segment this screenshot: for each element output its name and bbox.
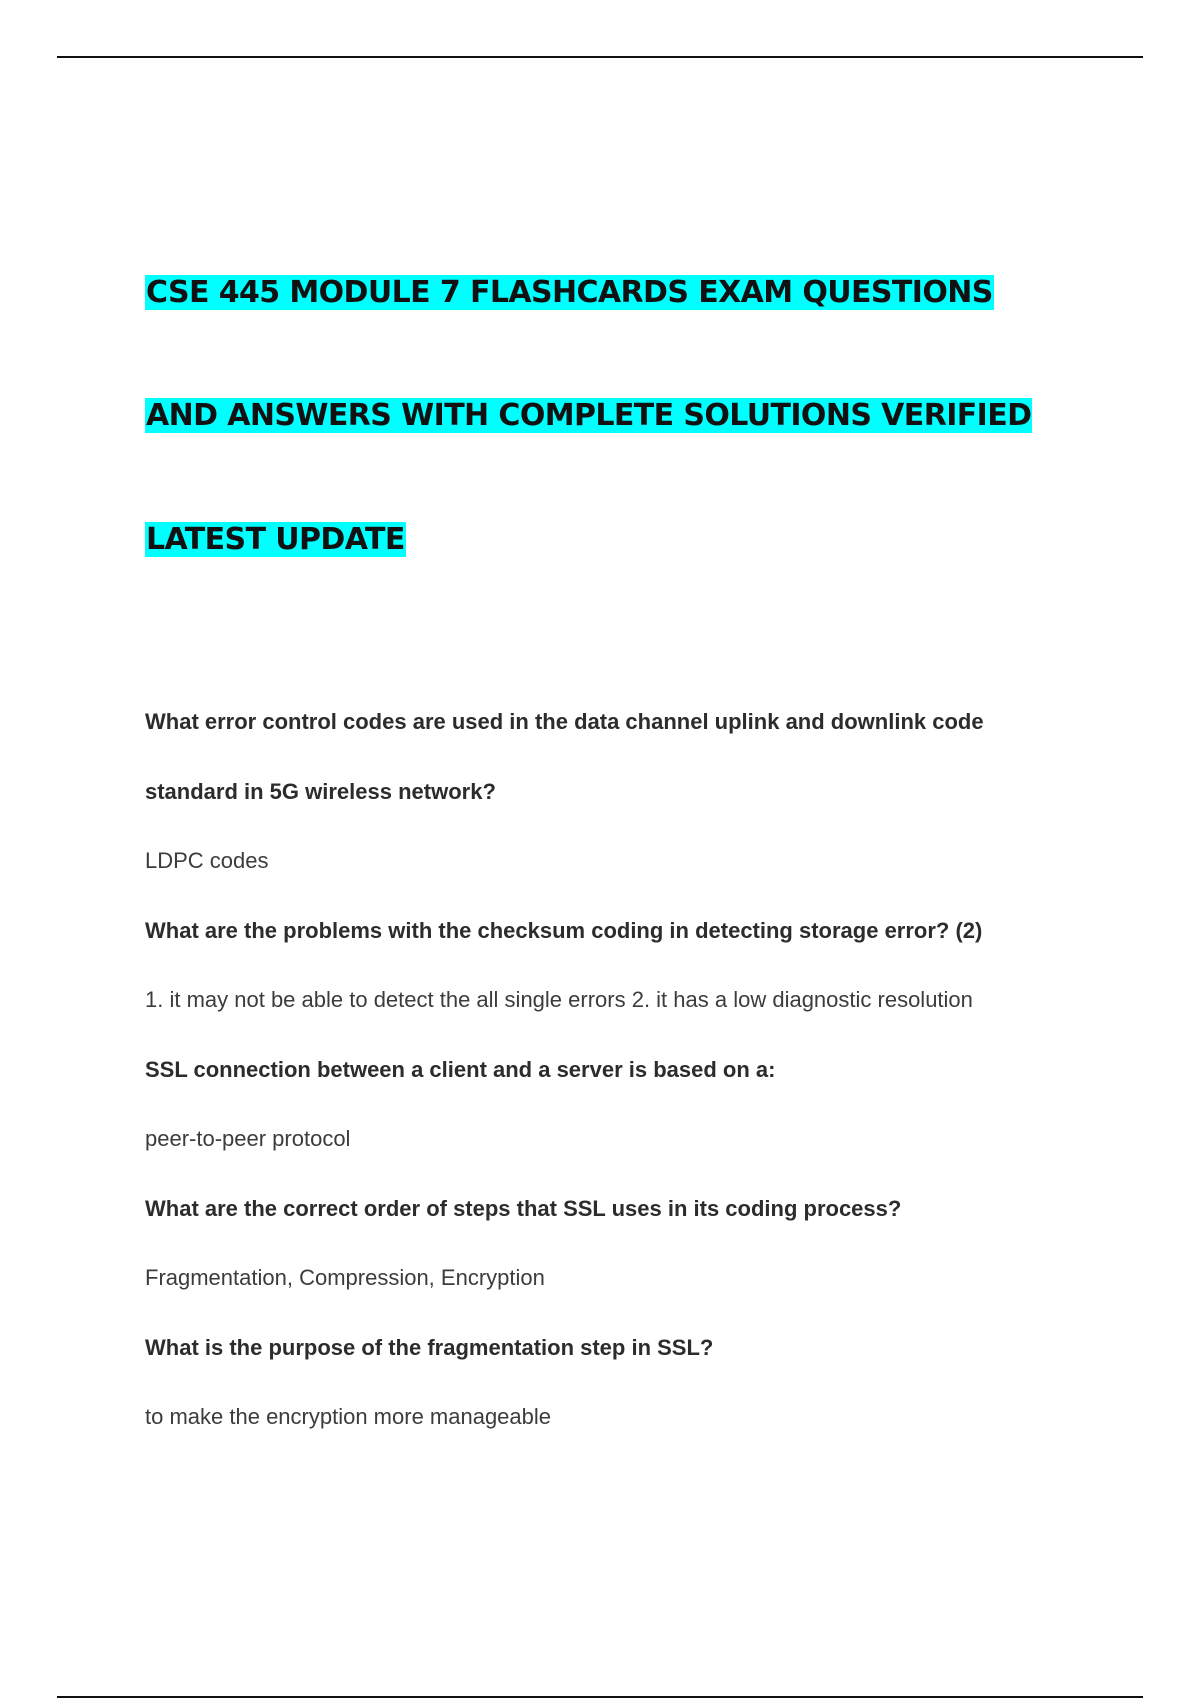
question-1-line-1: What error control codes are used in the data channel uplink and downlink code: [145, 709, 984, 734]
footer-rule: [57, 1696, 1143, 1698]
question-3: SSL connection between a client and a server is based on a:: [145, 1057, 776, 1082]
question-2: What are the problems with the checksum coding in detecting storage error? (2): [145, 918, 983, 943]
document-title-line-1: CSE 445 MODULE 7 FLASHCARDS EXAM QUESTIONS: [146, 275, 993, 310]
answer-5: to make the encryption more manageable: [145, 1404, 552, 1429]
question-1-line-2: standard in 5G wireless network?: [145, 779, 496, 804]
answer-4: Fragmentation, Compression, Encryption: [145, 1265, 545, 1290]
answer-2: 1. it may not be able to detect the all single errors 2. it has a low diagnostic resolution: [145, 987, 973, 1012]
document-title-line-2: AND ANSWERS WITH COMPLETE SOLUTIONS VERIFIED: [146, 398, 1032, 433]
document-title-line-3: LATEST UPDATE: [146, 522, 405, 557]
answer-1: LDPC codes: [145, 848, 269, 873]
question-5: What is the purpose of the fragmentation step in SSL?: [145, 1335, 714, 1360]
header-rule: [57, 56, 1143, 58]
question-4: What are the correct order of steps that SSL uses in its coding process?: [145, 1196, 902, 1221]
answer-3: peer-to-peer protocol: [145, 1126, 351, 1151]
